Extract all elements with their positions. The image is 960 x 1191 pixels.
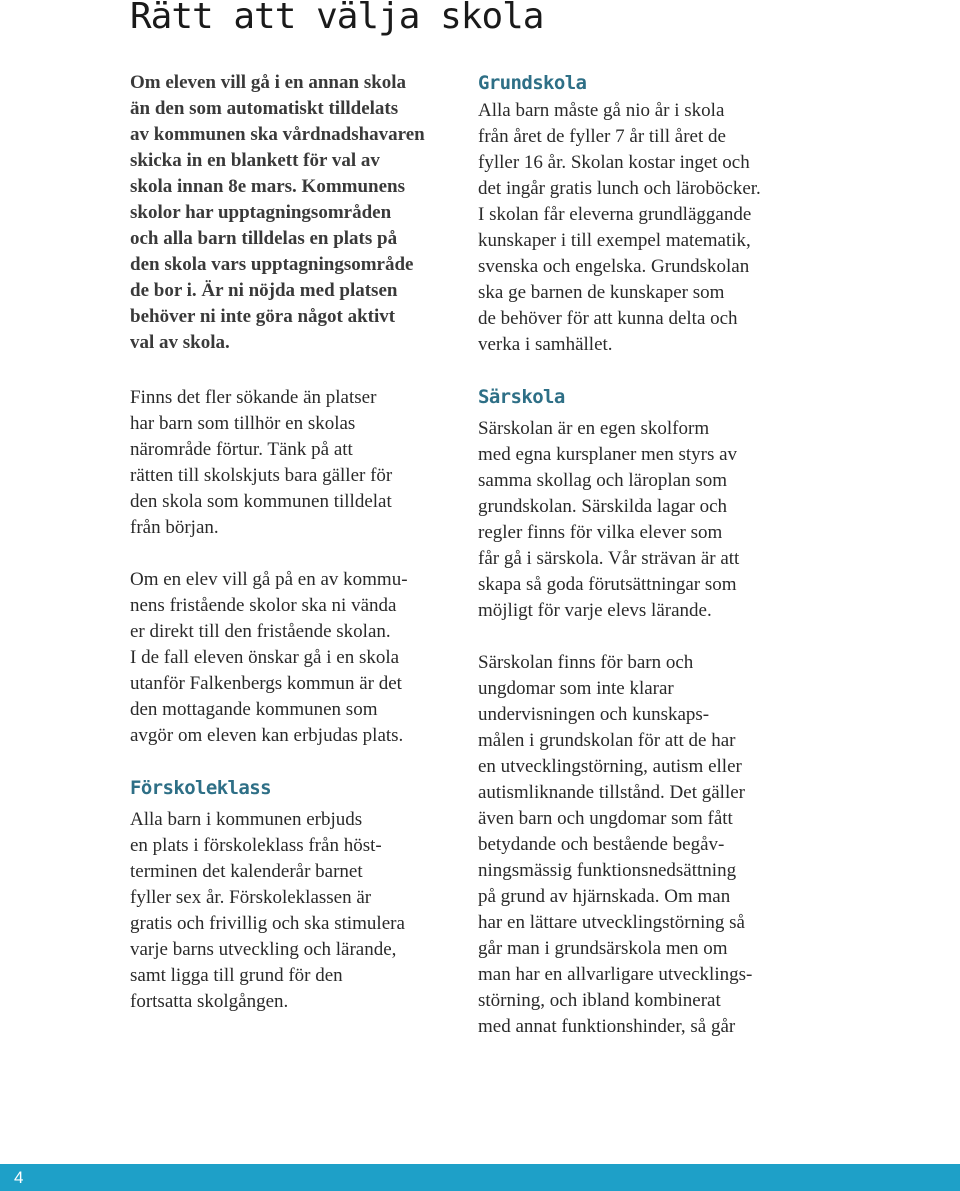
text-line: de behöver för att kunna delta och [478, 308, 738, 329]
text-line: val av skola. [130, 332, 230, 353]
text-line: samma skollag och läroplan som [478, 470, 728, 491]
text-line: I skolan får eleverna grundläggande [478, 204, 752, 225]
text-line: får gå i särskola. Vår strävan är att [478, 548, 740, 569]
text-line: Om en elev vill gå på en av kommu- [130, 569, 408, 590]
text-line: er direkt till den fristående skolan. [130, 621, 391, 642]
grundskola-heading: Grundskola [478, 72, 587, 94]
text-line: skapa så goda förutsättningar som [478, 574, 737, 595]
text-line: skolor har upptagningsområden [130, 202, 392, 223]
text-line: den mottagande kommunen som [130, 699, 378, 720]
sarskola-heading: Särskola [478, 386, 565, 408]
text-line: även barn och ungdomar som fått [478, 808, 733, 829]
text-line: den skola som kommunen tilldelat [130, 491, 392, 512]
text-line: gratis och frivillig och ska stimulera [130, 913, 405, 934]
text-line: på grund av hjärnskada. Om man [478, 886, 731, 907]
text-line: terminen det kalenderår barnet [130, 861, 363, 882]
text-line: och alla barn tilldelas en plats på [130, 228, 398, 249]
text-line: från året de fyller 7 år till året de [478, 126, 726, 147]
text-line: kunskaper i till exempel matematik, [478, 230, 751, 251]
text-line: betydande och bestående begåv- [478, 834, 725, 855]
text-line: fyller sex år. Förskoleklassen är [130, 887, 372, 908]
text-line: närområde förtur. Tänk på att [130, 439, 353, 460]
right-column [478, 70, 818, 1040]
text-line: fyller 16 år. Skolan kostar inget och [478, 152, 750, 173]
text-line: avgör om eleven kan erbjudas plats. [130, 725, 404, 746]
text-line: de bor i. Är ni nöjda med platsen [130, 280, 398, 301]
text-line: Särskolan är en egen skolform [478, 418, 710, 439]
text-line: Finns det fler sökande än platser [130, 387, 377, 408]
text-line: skola innan 8e mars. Kommunens [130, 176, 406, 197]
text-line: grundskolan. Särskilda lagar och [478, 496, 728, 517]
page-title: Rätt att välja skola [130, 0, 544, 37]
text-line: en utvecklingstörning, autism eller [478, 756, 742, 777]
text-line: undervisningen och kunskaps- [478, 704, 710, 725]
text-line: I de fall eleven önskar gå i en skola [130, 647, 400, 668]
text-line: Alla barn måste gå nio år i skola [478, 100, 725, 121]
intro-paragraph [130, 70, 460, 356]
text-line: verka i samhället. [478, 334, 613, 355]
text-line: än den som automatiskt tilldelats [130, 98, 399, 119]
text-line: från början. [130, 517, 219, 538]
text-line: går man i grundsärskola men om [478, 938, 728, 959]
text-line: autismliknande tillstånd. Det gäller [478, 782, 745, 803]
left-column [130, 70, 460, 1015]
text-line: med annat funktionshinder, så går [478, 1016, 736, 1037]
page-number: 4 [14, 1168, 24, 1187]
text-line: behöver ni inte göra något aktivt [130, 306, 396, 327]
text-line: ningsmässig funktionsnedsättning [478, 860, 737, 881]
text-line: har barn som tillhör en skolas [130, 413, 356, 434]
text-line: man har en allvarligare utvecklings- [478, 964, 753, 985]
text-line: det ingår gratis lunch och läroböcker. [478, 178, 761, 199]
text-line: den skola vars upptagningsområde [130, 254, 414, 275]
forskoleklass-heading: Förskoleklass [130, 777, 271, 799]
text-line: rätten till skolskjuts bara gäller för [130, 465, 393, 486]
text-line: av kommunen ska vårdnadshavaren [130, 124, 425, 145]
sarskola-paragraph [478, 416, 818, 624]
text-line: störning, och ibland kombinerat [478, 990, 721, 1011]
text-line: utanför Falkenbergs kommun är det [130, 673, 402, 694]
priority-paragraph [130, 385, 460, 541]
text-line: regler finns för vilka elever som [478, 522, 723, 543]
text-line: Alla barn i kommunen erbjuds [130, 809, 363, 830]
text-line: ska ge barnen de kunskaper som [478, 282, 725, 303]
text-line: svenska och engelska. Grundskolan [478, 256, 750, 277]
text-line: målen i grundskolan för att de har [478, 730, 736, 751]
text-line: Om eleven vill gå i en annan skola [130, 72, 407, 93]
text-line: fortsatta skolgången. [130, 991, 289, 1012]
grundskola-paragraph [478, 98, 818, 358]
text-line: har en lättare utvecklingstörning så [478, 912, 745, 933]
text-line: varje barns utveckling och lärande, [130, 939, 397, 960]
text-line: ungdomar som inte klarar [478, 678, 674, 699]
forskoleklass-paragraph [130, 807, 460, 1015]
text-line: med egna kursplaner men styrs av [478, 444, 738, 465]
footer-bar [0, 1164, 960, 1191]
text-line: en plats i förskoleklass från höst- [130, 835, 382, 856]
text-line: möjligt för varje elevs lärande. [478, 600, 712, 621]
text-line: nens fristående skolor ska ni vända [130, 595, 397, 616]
text-line: skicka in en blankett för val av [130, 150, 380, 171]
text-line: samt ligga till grund för den [130, 965, 343, 986]
independent-schools-paragraph [130, 567, 460, 749]
sarskola-eligibility-paragraph [478, 650, 818, 1040]
text-line: Särskolan finns för barn och [478, 652, 694, 673]
